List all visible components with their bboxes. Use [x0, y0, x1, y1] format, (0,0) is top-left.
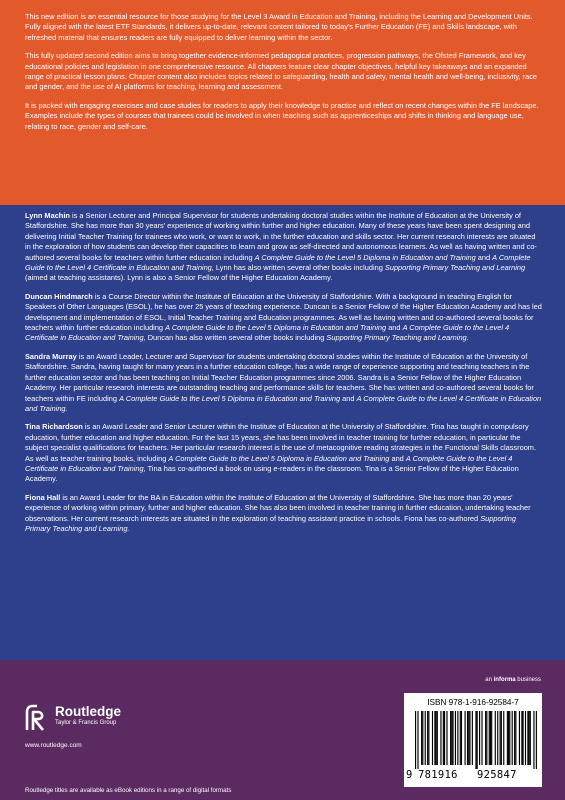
author-name: Sandra Murray [25, 351, 77, 361]
barcode-bar [461, 711, 462, 765]
barcode-bar [507, 711, 508, 765]
barcode-bar [529, 711, 530, 765]
author-name: Fiona Hall [25, 492, 61, 502]
book-title: A Complete Guide to the Level 4 Certificate in Education and Training, [25, 453, 513, 473]
barcode-bar [490, 711, 491, 765]
barcode-bar [514, 711, 515, 765]
barcode-bar [501, 711, 502, 765]
barcode-bar [452, 711, 453, 765]
barcode-bar [485, 711, 486, 765]
isbn-label: ISBN 978-1-916-92584-7 [427, 698, 519, 707]
barcode-bar [467, 711, 468, 765]
author-bio-duncan-hindmarch: Duncan Hindmarch is a Course Director within the Institute of Education at the University of Staffordshire. With a background in teaching English for Speakers of Other Languages (ESOL), he has over 25 years of teaching experience. Duncan is a Senior Fellow of the Higher Education Academy and has led development and implementation of ESOL, Initial Teacher Training and Education programmes. As well as having written and co-authored several books for teachers within further education including A Complete Guide to the Level 5 Diploma in Education and Training and A Complete Guide to the Level 4 Certificate in Education and Training, Duncan has also written several other books including Supporting Primary Teaching and Learning. [25, 291, 542, 343]
publisher-url: www.routledge.com [25, 742, 82, 749]
author-name: Tina Richardson [25, 422, 83, 432]
barcode-bar [443, 711, 444, 765]
barcode-bar [495, 711, 496, 765]
description-paragraph-3: It is packed with engaging exercises and case studies for readers to apply their knowledge to practice and reflect on recent changes within the FE landscape. Examples include the types of courses that trainees could be involved in when teaching such as apprenticeships and shifts in thinking and language use, relating to race, gender and self-care. [25, 100, 539, 131]
author-bio-fiona-hall: Fiona Hall is an Award Leader for the BA in Education within the Institute of Education at the University of Staffordshire. She has more than 20 years' experience of working within primary, further and higher education. She has also been involved in teacher training in further education, undertaking teacher observations. Her current research interests are situated in the exploration of teaching assistant practice in schools. Fiona has co-authored Supporting Primary Teaching and Learning. [25, 492, 531, 533]
barcode-bar [472, 711, 473, 765]
barcode-bar [512, 711, 513, 765]
barcode-bar [477, 711, 478, 769]
routledge-r-icon [25, 704, 49, 732]
barcode-bar [469, 711, 470, 765]
author-name: Lynn Machin [25, 211, 70, 220]
barcode-bar [533, 711, 534, 769]
barcode-bar [444, 711, 445, 765]
book-title: A Complete Guide to the Level 4 Certificate in Education and Training, [25, 252, 531, 273]
barcode-bar [468, 711, 469, 765]
barcode-bars [415, 711, 537, 769]
description-paragraph-2: This fully updated second edition aims to bring together evidence-informed pedagogical practices, progression pathways, the Ofsted Framework, and key educational policies and legislation in one comprehensive resource. All chapters feature clear chapter objectives, helpful key takeaways and an expanded range of practical lesson plans. Chapter content also includes topics related to safeguarding, health and safety, mental health and well-being, inclusivity, race and gender, and the use of AI platforms for teaching, learning and assessment. [25, 51, 538, 92]
barcode-bar [432, 711, 433, 765]
barcode-bar [479, 711, 480, 765]
publisher-footer [0, 660, 565, 800]
author-bios-panel [0, 205, 565, 660]
barcode-bar [536, 711, 537, 769]
book-title: A Complete Guide to the Level 5 Diploma in Education and Training [254, 252, 476, 262]
book-title: Supporting Primary Teaching and Learning. [25, 513, 516, 533]
barcode-bar [489, 711, 490, 765]
barcode-bar [491, 711, 492, 765]
barcode-bar [446, 711, 447, 765]
barcode-bar [428, 711, 429, 765]
barcode-bar [455, 711, 456, 765]
book-title: Supporting Primary Teaching and Learning [384, 263, 526, 273]
barcode-bar [521, 711, 522, 765]
barcode-bar [527, 711, 528, 765]
publisher-group: Taylor & Francis Group [55, 720, 117, 726]
book-title: A Complete Guide to the Level 5 Diploma in Education and Training [165, 323, 387, 333]
barcode-bar [523, 711, 524, 765]
barcode-bar [530, 711, 531, 765]
book-title: A Complete Guide to the Level 4 Certificate in Education and Training, [25, 323, 510, 343]
barcode-bar [481, 711, 482, 765]
barcode-bar [421, 711, 422, 765]
barcode-bar [465, 711, 466, 765]
book-title: A Complete Guide to the Level 5 Diploma in Education and Training [119, 393, 341, 403]
barcode-bar [500, 711, 501, 765]
description-paragraph-1: This new edition is an essential resource for those studying for the Level 3 Award in Education and Training, including the Learning and Development Units. Fully aligned with the latest ETF Standards, it delivers up-to-date, relevant content tailored to today's Further Education (FE) and Skills landscape, with refreshed material that ensures readers are fully equipped to deliver learning within the sector. [25, 12, 533, 42]
barcode-bar [460, 711, 461, 765]
barcode-bar [436, 711, 437, 765]
description-panel [0, 0, 565, 205]
barcode-bar [503, 711, 504, 765]
barcode-bar [525, 711, 526, 765]
isbn-barcode: ISBN 978-1-916-92584-7 9 781916 925847 [404, 693, 542, 787]
publisher-name: Routledge [55, 704, 121, 719]
ebook-availability-note: Routledge titles are available as eBook editions in a range of digital formats [25, 787, 232, 794]
barcode-bar [451, 711, 452, 765]
author-name: Duncan Hindmarch [25, 291, 93, 301]
informa-business-tag: an informa business [485, 677, 541, 683]
author-bio-tina-richardson: Tina Richardson is an Award Leader and Senior Lecturer within the Institute of Education at the University of Staffordshire. Tina has taught in compulsory education, further education and higher education. For the last 15 years, she has been involved in teacher training for further education, in particular the subject specialist qualifications for teachers. Her particular research interest is the use of metacognitive reading strategies in the Functional Skills classroom. As well as teacher training books, including A Complete Guide to the Level 5 Diploma in Education and Training and A Complete Guide to the Level 4 Certificate in Education and Training, Tina has co-authored a book on using e-readers in the classroom. Tina is a Senior Fellow of the Higher Education Academy. [25, 422, 537, 484]
book-title: A Complete Guide to the Level 5 Diploma in Education and Training [168, 453, 390, 463]
barcode-bar [508, 711, 509, 765]
barcode-bar [497, 711, 498, 765]
publisher-logo [25, 704, 195, 754]
barcode-bar [415, 711, 416, 769]
barcode-bar [434, 711, 435, 765]
barcode-bar [515, 711, 516, 765]
barcode-bar [425, 711, 426, 765]
barcode-bar [417, 711, 418, 769]
barcode-bar [440, 711, 441, 765]
barcode-bar [509, 711, 510, 765]
barcode-bar [486, 711, 487, 765]
barcode-bar [422, 711, 423, 765]
author-bio-sandra-murray: Sandra Murray is an Award Leader, Lecturer and Supervisor for students undertaking doctoral studies within the Institute of Education at the University of Staffordshire. Sandra, having taught for many years in a further education college, has a wide range of experience supporting and teaching teachers in the further education sector and has been teaching on Initial Teacher Education programmes since 2006. Sandra is a Senior Fellow of the Higher Education Academy. Her particular research interests are outstanding teaching and performance skills for teachers. She has written and co-authored several books for teachers within FE including A Complete Guide to the Level 5 Diploma in Education and Training and A Complete Guide to the Level 4 Certificate in Education and Training. [25, 351, 542, 413]
barcode-bar [457, 711, 458, 765]
author-bio-lynn-machin: Lynn Machin is a Senior Lecturer and Principal Supervisor for students undertaking doctoral studies within the Institute of Education at the University of Staffordshire. She has more than 30 years' experience of working within further and higher education. Many of these years have been spent designing and delivering Initial Teacher Training for trainees who work, or want to work, in the further education and skills sector. Her current research interests are situated in the exploration of how students can develop their capacities to learn and grow as self-directed and autonomous learners. As well as having written and co-authored several books for teachers within further education including A Complete Guide to the Level 5 Diploma in Education and Training and A Complete Guide to the Level 4 Certificate in Education and Training, Lynn has also written several other books including Supporting Primary Teaching and Learning (aimed at teaching assistants). Lynn is also a Senior Fellow of the Higher Education Academy. [25, 211, 537, 283]
barcode-bar [437, 711, 438, 765]
book-title: Supporting Primary Teaching and Learning. [326, 333, 469, 343]
barcode-bar [450, 711, 451, 765]
barcode-bar [519, 711, 520, 765]
book-title: A Complete Guide to the Level 4 Certificate in Education and Training. [25, 393, 542, 413]
barcode-bar [427, 711, 428, 765]
barcode-bar [475, 711, 476, 769]
